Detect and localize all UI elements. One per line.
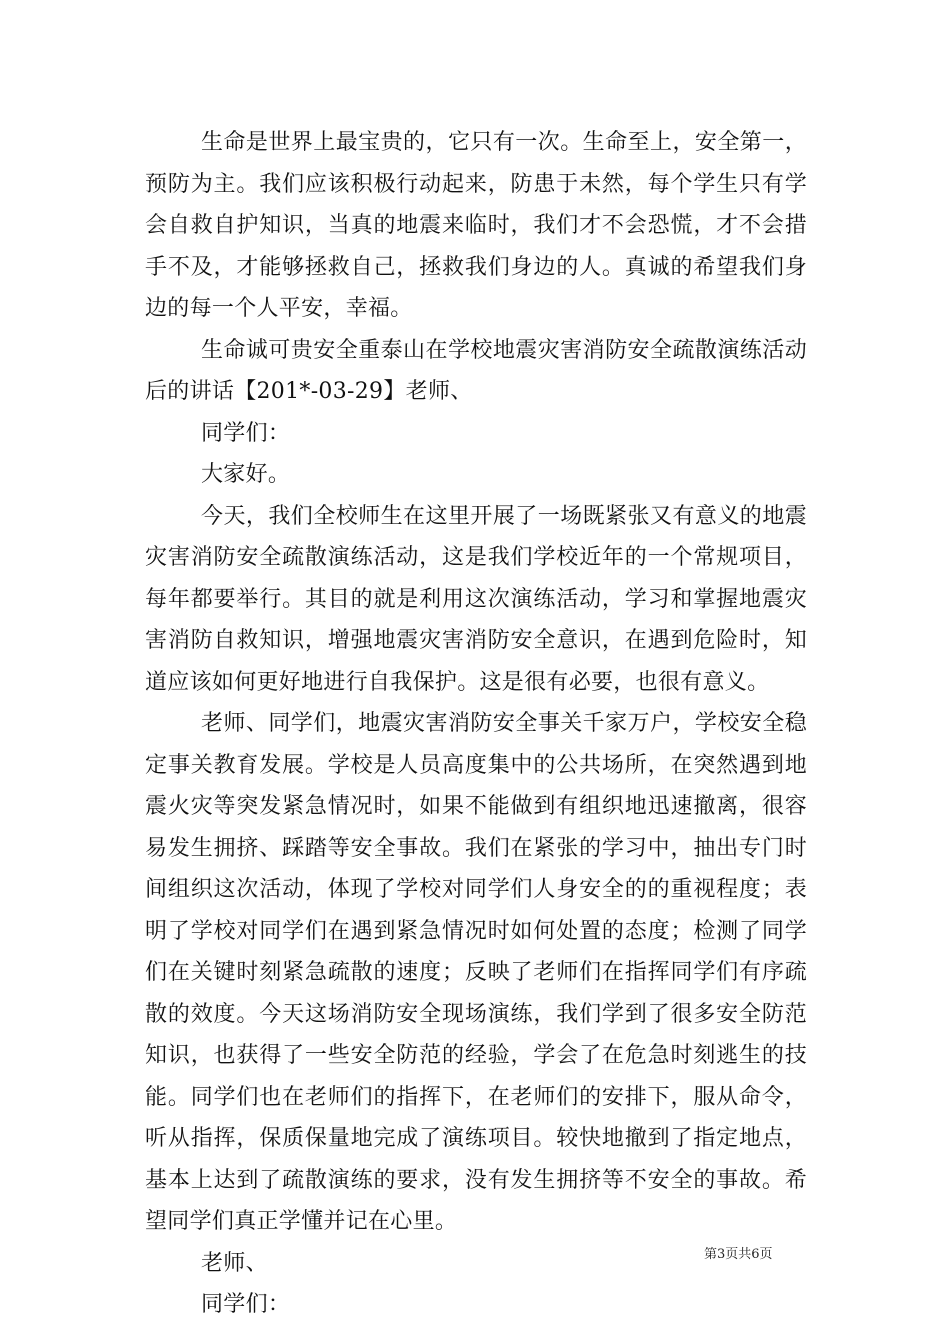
- paragraph-4: 大家好。: [201, 462, 291, 487]
- paragraph-7: 老师、: [201, 1250, 268, 1276]
- document-page: [145, 122, 807, 1326]
- page-number-footer: 第3页共6页: [704, 1247, 773, 1262]
- paragraph-3: 同学们：: [201, 420, 291, 446]
- paragraph-2: 生命诚可贵安全重泰山在学校地震灾害消防安全疏散演练活动后的讲话【201*-03-29】老师、: [145, 337, 807, 404]
- paragraph-8: 同学们：: [201, 1292, 291, 1317]
- paragraph-6: 老师、同学们，地震灾害消防安全事关千家万户，学校安全稳定事关教育发展。学校是人员高度集中的公共场所，在突然遇到地震火灾等突发紧急情况时，如果不能做到有组织地迅速撤离，很容易发生拥挤、踩踏等安全事故。我们在紧张的学习中，抽出专门时间组织这次活动，体现了学校对同学们人身安全的的重视程度；表明了学校对同学们在遇到紧急情况时如何处置的态度；检测了同学们在关键时刻紧急疏散的速度；反映了老师们在指挥同学们有序疏散的效度。今天这场消防安全现场演练，我们学到了很多安全防范知识，也获得了一些安全防范的经验，学会了在危急时刻逃生的技能。同学们也在老师们的指挥下，在老师们的安排下，服从命令，听从指挥，保质保量地完成了演练项目。较快地撤到了指定地点，基本上达到了疏散演练的要求，没有发生拥挤等不安全的事故。希望同学们真正学懂并记在心里。: [145, 711, 807, 1234]
- paragraph-1: 生命是世界上最宝贵的，它只有一次。生命至上，安全第一，预防为主。我们应该积极行动起来，防患于未然，每个学生只有学会自救自护知识，当真的地震来临时，我们才不会恐慌，才不会措手不及，才能够拯救自己，拯救我们身边的人。真诚的希望我们身边的每一个人平安，幸福。: [145, 130, 807, 321]
- paragraph-5: 今天，我们全校师生在这里开展了一场既紧张又有意义的地震灾害消防安全疏散演练活动，这是我们学校近年的一个常规项目，每年都要举行。其目的就是利用这次演练活动，学习和掌握地震灾害消防自救知识，增强地震灾害消防安全意识，在遇到危险时，知道应该如何更好地进行自我保护。这是很有必要，也很有意义。: [145, 503, 807, 695]
